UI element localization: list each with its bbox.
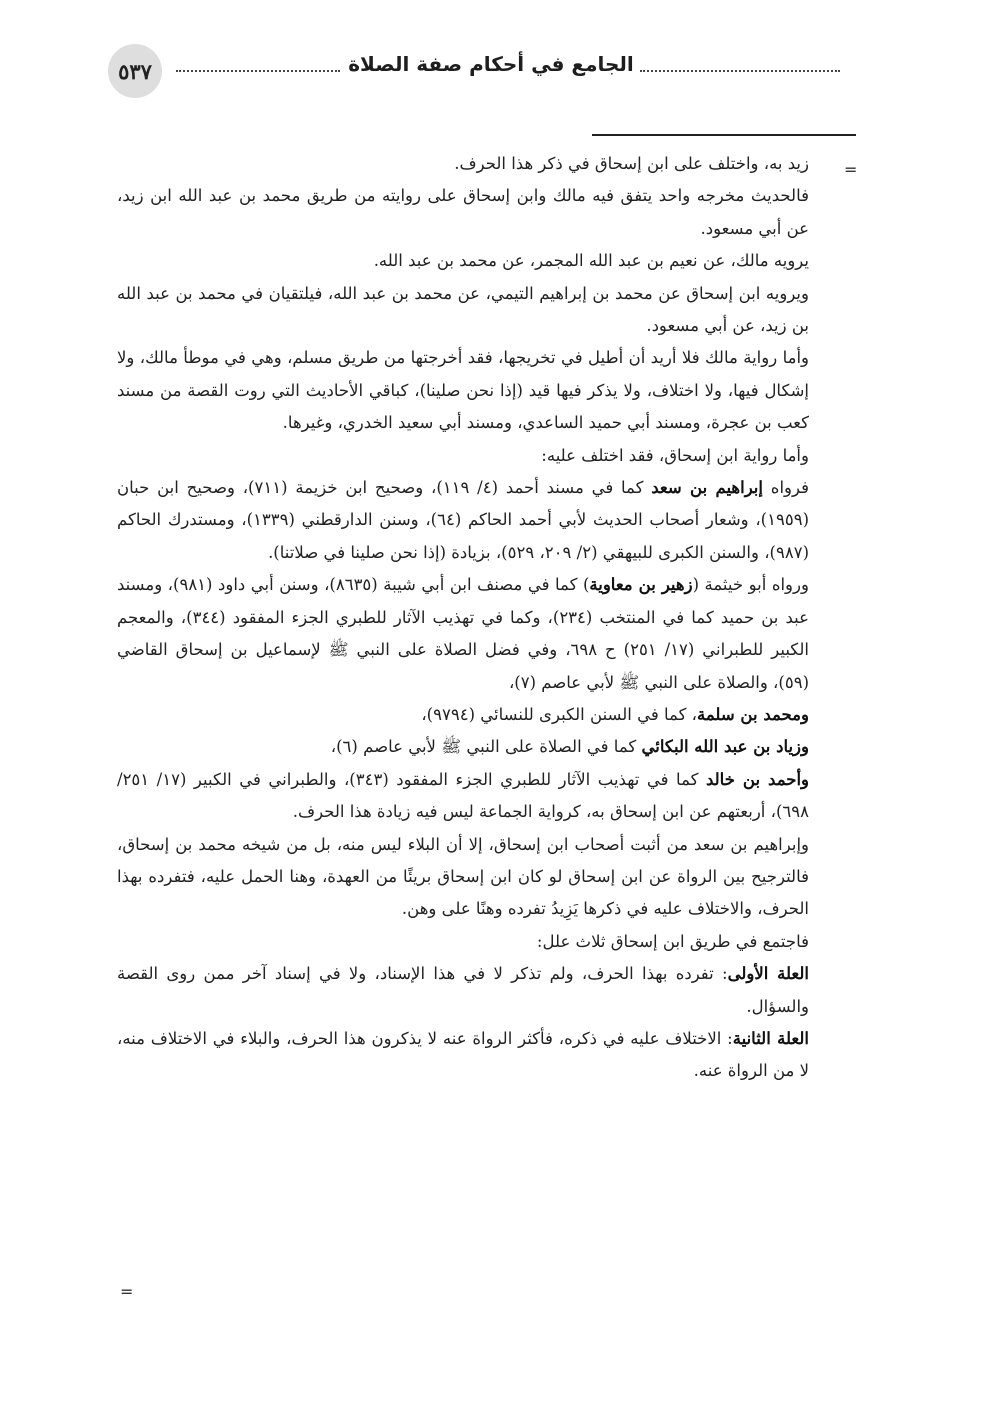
footnote-separator-rule xyxy=(592,134,856,136)
paragraph xyxy=(117,342,809,439)
paragraph xyxy=(117,926,809,958)
bold-phrase: إبراهيم بن سعد xyxy=(651,478,763,498)
text-run: كما في مسند أحمد (٤/ ١١٩)، وصحيح ابن خزيمة (٧١١)، وصحيح ابن حبان (١٩٥٩)، وشعار أصحاب الحديث لأبي أحمد الحاكم (٦٤)، وسنن الدارقطني (١٣٣٩)، ومستدرك الحاكم (٩٨٧)، والسنن الكبرى للبيهقي (٢/ ٢٠٩، ٥٢٩)، بزيادة (إذا نحن صلينا في صلاتنا). xyxy=(117,478,809,562)
bold-phrase: زهير بن معاوية xyxy=(589,575,693,595)
bold-phrase: وأحمد بن خالد xyxy=(705,769,810,789)
paragraph xyxy=(117,699,809,731)
text-run: كما في الصلاة على النبي ﷺ لأبي عاصم (٦)، xyxy=(330,737,642,757)
text-run: ) كما في مصنف ابن أبي شيبة (٨٦٣٥)، وسنن أبي داود (٩٨١)، ومسند عبد بن حميد كما في المنتخب (٢٣٤)، وكما في تهذيب الآثار للطبري الجزء المفقود (٣٤٤)، والمعجم الكبير للطبراني (١٧/ ٢٥١) ح ٦٩٨، وفي فضل الصلاة على النبي ﷺ لإسماعيل بن إسحاق القاضي (٥٩)، والصلاة على النبي ﷺ لأبي عاصم (٧)، xyxy=(117,575,810,692)
paragraph xyxy=(117,731,809,763)
text-run: فالحديث مخرجه واحد يتفق فيه مالك وابن إسحاق على روايته من طريق محمد بن عبد الله ابن زيد، عن أبي مسعود. xyxy=(117,186,809,238)
text-run: ، كما في السنن الكبرى للنسائي (٩٧٩٤)، xyxy=(421,704,698,724)
running-header-title: الجامع في أحكام صفة الصلاة xyxy=(348,52,634,76)
paragraph xyxy=(117,180,809,245)
footnote-text-body xyxy=(117,148,809,1088)
paragraph xyxy=(117,472,809,569)
header-dotted-leader-right xyxy=(640,70,840,72)
paragraph xyxy=(117,278,809,343)
header-dotted-leader-left xyxy=(176,70,340,72)
text-run: فاجتمع في طريق ابن إسحاق ثلاث علل: xyxy=(536,931,809,951)
text-run: وأما رواية ابن إسحاق، فقد اختلف عليه: xyxy=(541,445,809,465)
paragraph xyxy=(117,569,809,699)
text-run: : الاختلاف عليه في ذكره، فأكثر الرواة عنه لا يذكرون هذا الحرف، والبلاء في الاختلاف منه، لا من الرواة عنه. xyxy=(117,1028,809,1081)
text-run: زيد به، واختلف على ابن إسحاق في ذكر هذا الحرف. xyxy=(454,154,809,173)
text-run: ورواه أبو خيثمة ( xyxy=(692,575,809,595)
text-run: فرواه xyxy=(763,478,809,498)
text-run: كما في تهذيب الآثار للطبري الجزء المفقود (٣٤٣)، والطبراني في الكبير (١٧/ ٢٥١/ ٦٩٨)، أربعتهم عن ابن إسحاق به، كرواية الجماعة ليس فيه زيادة هذا الحرف. xyxy=(117,769,809,822)
paragraph xyxy=(117,764,809,829)
page-number: ٥٣٧ xyxy=(108,44,162,98)
text-run: يرويه مالك، عن نعيم بن عبد الله المجمر، عن محمد بن عبد الله. xyxy=(373,251,809,271)
text-run: : تفرده بهذا الحرف، ولم تذكر لا في هذا الإسناد، ولا في إسناد آخر ممن روى القصة والسؤال. xyxy=(117,964,809,1016)
bold-phrase: وزياد بن عبد الله البكائي xyxy=(641,737,809,757)
footnote-continuation-mark-bottom: = xyxy=(120,1282,134,1301)
paragraph xyxy=(117,245,809,277)
paragraph xyxy=(117,1023,809,1088)
bold-phrase: ومحمد بن سلمة xyxy=(697,704,809,724)
paragraph xyxy=(117,148,809,180)
text-run: وأما رواية مالك فلا أريد أن أطيل في تخريجها، فقد أخرجتها من طريق مسلم، وهي في موطأ مالك، ولا إشكال فيها، ولا اختلاف، ولا يذكر فيها قيد (إذا نحن صلينا)، كباقي الأحاديث التي روت القصة من مسند كعب بن عجرة، ومسند أبي حميد الساعدي، ومسند أبي سعيد الخدري، وغيرها. xyxy=(117,348,809,433)
bold-phrase: العلة الأولى xyxy=(727,964,809,984)
paragraph xyxy=(117,440,809,472)
paragraph xyxy=(117,958,809,1023)
bold-phrase: العلة الثانية xyxy=(732,1028,809,1048)
footnote-continuation-mark-top: = xyxy=(844,160,858,179)
text-run: وإبراهيم بن سعد من أثبت أصحاب ابن إسحاق، إلا أن البلاء ليس منه، بل من شيخه محمد بن إسحاق، فالترجيح بين الرواة عن ابن إسحاق لو كان ابن إسحاق بريئًا من العهدة، وهنا الحمل عليه، فتفرده بهذا الحرف، والاختلاف عليه في ذكرها يَزِيدُ تفرده وهنًا على وهن. xyxy=(117,834,809,919)
text-run: ويرويه ابن إسحاق عن محمد بن إبراهيم التيمي، عن محمد بن عبد الله، فيلتقيان في محمد بن عبد الله بن زيد، عن أبي مسعود. xyxy=(117,283,809,336)
paragraph xyxy=(117,829,809,926)
